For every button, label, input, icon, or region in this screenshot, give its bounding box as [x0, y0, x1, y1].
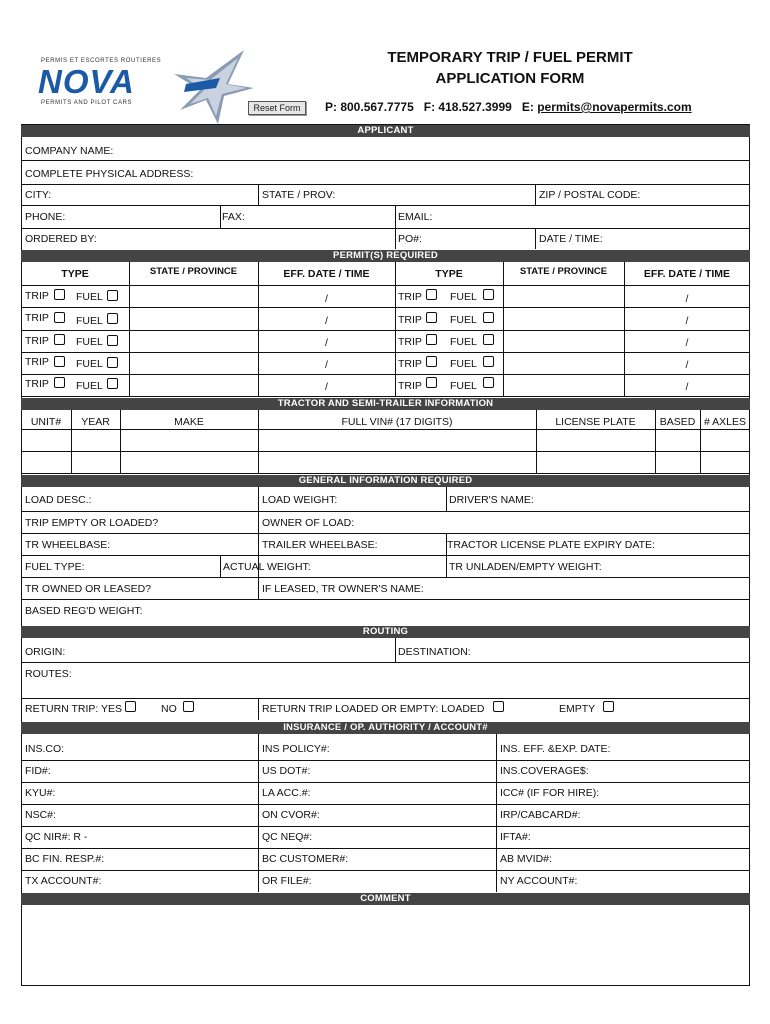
trip-checkbox[interactable] — [54, 356, 65, 367]
ins-coverage-field[interactable]: INS.COVERAGE$: — [500, 765, 589, 777]
form-title-line2: APPLICATION FORM — [435, 70, 585, 87]
fuel-label: FUEL — [450, 291, 477, 303]
logo-brand: NOVA — [38, 63, 135, 100]
section-applicant-header: APPLICANT — [21, 125, 750, 137]
trip-label: TRIP — [398, 380, 422, 392]
la-acc-field[interactable]: LA ACC.#: — [262, 787, 311, 799]
trip-checkbox[interactable] — [426, 377, 437, 388]
trip-checkbox[interactable] — [426, 356, 437, 367]
return-loaded-checkbox[interactable] — [493, 701, 504, 712]
date-time-field[interactable]: DATE / TIME: — [539, 233, 603, 245]
fuel-checkbox[interactable] — [107, 313, 118, 324]
trip-checkbox[interactable] — [54, 377, 65, 388]
permit-type-header-right: TYPE — [435, 268, 463, 280]
trip-checkbox[interactable] — [426, 312, 437, 323]
contact-fax: F: 418.527.3999 — [423, 100, 512, 114]
load-weight-field[interactable]: LOAD WEIGHT: — [262, 494, 338, 506]
origin-field[interactable]: ORIGIN: — [25, 646, 66, 658]
logo-top-text: PERMIS ET ESCORTES ROUTIERES — [41, 58, 162, 64]
fuel-checkbox[interactable] — [483, 312, 494, 323]
contact-email-link[interactable]: permits@novapermits.com — [537, 100, 692, 114]
permit-eff-header-left: EFF. DATE / TIME — [283, 268, 370, 280]
eff-date-slash[interactable]: / — [685, 359, 689, 371]
address-field[interactable]: COMPLETE PHYSICAL ADDRESS: — [25, 168, 194, 180]
tr-wheelbase-field[interactable]: TR WHEELBASE: — [25, 539, 111, 551]
fuel-label: FUEL — [450, 380, 477, 392]
bc-customer-field[interactable]: BC CUSTOMER#: — [262, 853, 349, 865]
section-routing-header: ROUTING — [21, 626, 750, 638]
trip-label: TRIP — [25, 356, 49, 368]
trip-empty-field[interactable]: TRIP EMPTY OR LOADED? — [25, 517, 159, 529]
irp-cabcard-field[interactable]: IRP/CABCARD#: — [500, 809, 581, 821]
destination-field[interactable]: DESTINATION: — [398, 646, 471, 658]
kyu-field[interactable]: KYU#: — [25, 787, 56, 799]
return-empty-label: EMPTY — [559, 703, 596, 715]
ny-account-field[interactable]: NY ACCOUNT#: — [500, 875, 578, 887]
trip-label: TRIP — [398, 314, 422, 326]
form-title-line1: TEMPORARY TRIP / FUEL PERMIT — [387, 49, 633, 66]
permit-eff-header-right: EFF. DATE / TIME — [643, 268, 731, 280]
fuel-checkbox[interactable] — [483, 377, 494, 388]
driver-name-field[interactable]: DRIVER'S NAME: — [449, 494, 534, 506]
permit-type-header-left: TYPE — [61, 268, 89, 280]
ifta-field[interactable]: IFTA#: — [500, 831, 531, 843]
section-insurance-header: INSURANCE / OP. AUTHORITY / ACCOUNT# — [21, 722, 750, 734]
logo — [38, 44, 253, 124]
eff-date-slash[interactable]: / — [325, 337, 328, 349]
trip-label: TRIP — [25, 335, 49, 347]
trailer-wheelbase-field[interactable]: TRAILER WHEELBASE: — [262, 539, 378, 551]
contact-phone: P: 800.567.7775 — [325, 100, 414, 114]
routes-field[interactable]: ROUTES: — [25, 668, 72, 680]
fuel-label: FUEL — [76, 291, 103, 303]
eff-date-slash[interactable]: / — [685, 315, 689, 327]
state-prov-field[interactable]: STATE / PROV: — [262, 189, 336, 201]
fid-field[interactable]: FID#: — [25, 765, 51, 777]
tr-owned-field[interactable]: TR OWNED OR LEASED? — [25, 583, 152, 595]
trip-label: TRIP — [25, 312, 49, 324]
fuel-checkbox[interactable] — [107, 290, 118, 301]
us-dot-field[interactable]: US DOT#: — [262, 765, 311, 777]
fuel-checkbox[interactable] — [483, 289, 494, 300]
fuel-label: FUEL — [76, 380, 103, 392]
leased-owner-field[interactable]: IF LEASED, TR OWNER'S NAME: — [262, 583, 424, 595]
plate-column-header: LICENSE PLATE — [555, 416, 636, 428]
eff-date-slash[interactable]: / — [325, 293, 328, 305]
fuel-type-field[interactable]: FUEL TYPE: — [25, 561, 85, 573]
return-trip-no-checkbox[interactable] — [183, 701, 194, 712]
trip-checkbox[interactable] — [426, 289, 437, 300]
tx-account-field[interactable]: TX ACCOUNT#: — [25, 875, 102, 887]
company-name-field[interactable]: COMPANY NAME: — [25, 145, 114, 157]
unit-column-header: UNIT# — [30, 416, 62, 428]
logo-star-icon — [166, 44, 258, 124]
eff-date-slash[interactable]: / — [685, 381, 689, 393]
nsc-field[interactable]: NSC#: — [25, 809, 56, 821]
trip-checkbox[interactable] — [54, 312, 65, 323]
fuel-label: FUEL — [76, 358, 103, 370]
ab-mvid-field[interactable]: AB MVID#: — [500, 853, 552, 865]
zip-field[interactable]: ZIP / POSTAL CODE: — [539, 189, 641, 201]
fuel-label: FUEL — [450, 358, 477, 370]
contact-line — [325, 100, 692, 114]
fuel-checkbox[interactable] — [107, 335, 118, 346]
based-column-header: BASED — [659, 416, 696, 428]
trip-label: TRIP — [25, 290, 49, 302]
eff-date-slash[interactable]: / — [325, 381, 328, 393]
make-column-header: MAKE — [174, 416, 204, 428]
contact-email-prefix: E: — [521, 100, 534, 114]
eff-date-slash[interactable]: / — [685, 337, 689, 349]
return-trip-yes-label: RETURN TRIP: YES — [25, 703, 123, 715]
return-loaded-label: RETURN TRIP LOADED OR EMPTY: LOADED — [262, 703, 485, 715]
logo-bottom-text: PERMITS AND PILOT CARS — [41, 100, 133, 106]
fuel-checkbox[interactable] — [483, 334, 494, 345]
trip-checkbox[interactable] — [54, 289, 65, 300]
section-tractor-header: TRACTOR AND SEMI-TRAILER INFORMATION — [21, 398, 750, 410]
comment-textarea[interactable] — [22, 906, 749, 985]
trip-label: TRIP — [398, 291, 422, 303]
qc-nir-field[interactable]: QC NIR#: R - — [25, 831, 88, 843]
fuel-checkbox[interactable] — [107, 357, 118, 368]
trip-label: TRIP — [25, 378, 49, 390]
return-trip-yes-checkbox[interactable] — [125, 701, 136, 712]
ins-co-field[interactable]: INS.CO: — [25, 743, 65, 755]
po-field[interactable]: PO#: — [398, 233, 422, 245]
trip-checkbox[interactable] — [426, 334, 437, 345]
fuel-label: FUEL — [76, 315, 103, 327]
based-weight-field[interactable]: BASED REG'D WEIGHT: — [25, 605, 143, 617]
ins-eff-exp-field[interactable]: INS. EFF. &EXP. DATE: — [500, 743, 611, 755]
eff-date-slash[interactable]: / — [325, 315, 328, 327]
eff-date-slash[interactable]: / — [685, 293, 689, 305]
return-trip-no-label: NO — [161, 703, 177, 715]
fuel-label: FUEL — [450, 314, 477, 326]
axles-column-header: # AXLES — [703, 416, 747, 428]
qc-neq-field[interactable]: QC NEQ#: — [262, 831, 313, 843]
phone-field[interactable]: PHONE: — [25, 211, 66, 223]
trip-label: TRIP — [398, 358, 422, 370]
fuel-checkbox[interactable] — [107, 378, 118, 389]
city-field[interactable]: CITY: — [25, 189, 52, 201]
year-column-header: YEAR — [81, 416, 110, 428]
owner-load-field[interactable]: OWNER OF LOAD: — [262, 517, 355, 529]
tractor-plate-expiry-field[interactable]: TRACTOR LICENSE PLATE EXPIRY DATE: — [447, 539, 655, 551]
trip-label: TRIP — [398, 336, 422, 348]
permit-state-header-left: STATE / PROVINCE — [149, 266, 238, 277]
fuel-checkbox[interactable] — [483, 356, 494, 367]
return-empty-checkbox[interactable] — [603, 701, 614, 712]
fax-field[interactable]: FAX: — [222, 211, 245, 223]
tr-unladen-field[interactable]: TR UNLADEN/EMPTY WEIGHT: — [449, 561, 602, 573]
icc-field[interactable]: ICC# (IF FOR HIRE): — [500, 787, 600, 799]
on-cvor-field[interactable]: ON CVOR#: — [262, 809, 320, 821]
bc-fin-resp-field[interactable]: BC FIN. RESP.#: — [25, 853, 105, 865]
fuel-label: FUEL — [450, 336, 477, 348]
permit-state-header-right: STATE / PROVINCE — [519, 266, 608, 277]
section-general-header: GENERAL INFORMATION REQUIRED — [21, 475, 750, 487]
section-permits-header: PERMIT(S) REQUIRED — [21, 250, 750, 262]
ordered-by-field[interactable]: ORDERED BY: — [25, 233, 97, 245]
trip-checkbox[interactable] — [54, 334, 65, 345]
section-comment-header: COMMENT — [21, 893, 750, 905]
load-desc-field[interactable]: LOAD DESC.: — [25, 494, 92, 506]
fuel-label: FUEL — [76, 336, 103, 348]
reset-form-button[interactable]: Reset Form — [248, 101, 306, 115]
ins-policy-field[interactable]: INS POLICY#: — [262, 743, 330, 755]
vin-column-header: FULL VIN# (17 DIGITS) — [341, 416, 453, 428]
or-file-field[interactable]: OR FILE#: — [262, 875, 312, 887]
email-field[interactable]: EMAIL: — [398, 211, 433, 223]
actual-weight-field[interactable]: ACTUAL WEIGHT: — [223, 561, 311, 573]
eff-date-slash[interactable]: / — [325, 359, 328, 371]
